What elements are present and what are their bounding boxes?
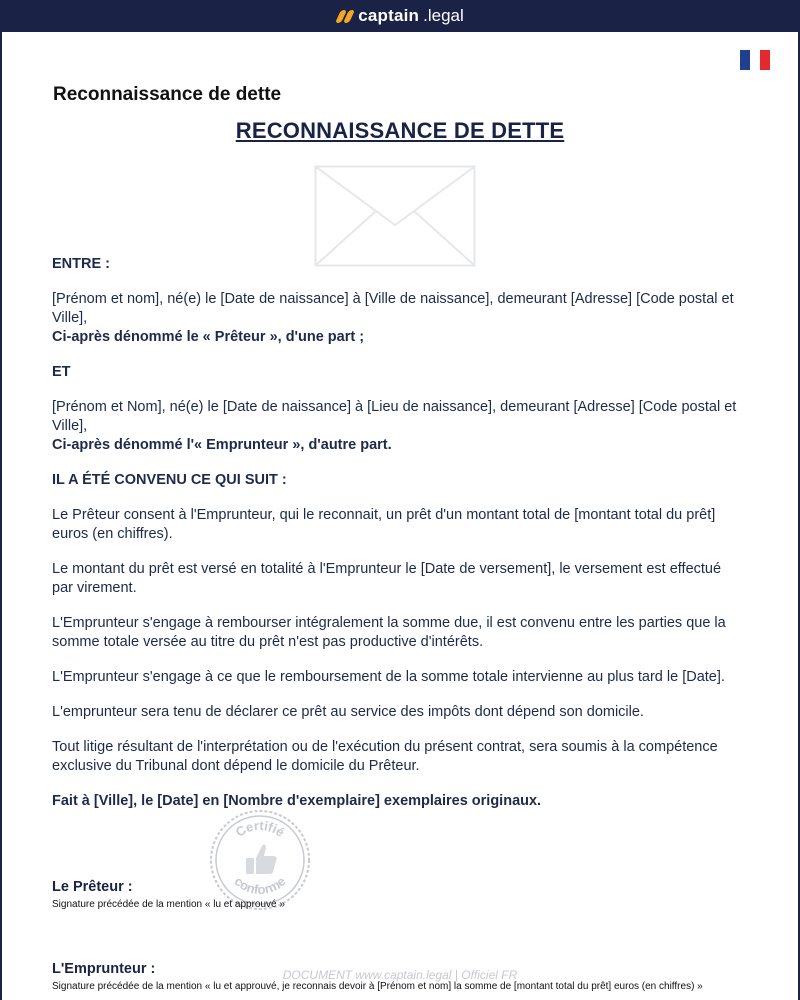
lender-signature-block <box>52 879 752 911</box>
thumbs-up-icon <box>246 844 277 874</box>
brand-logo[interactable] <box>336 6 464 26</box>
document-body <box>52 255 742 827</box>
clause-loan-amount: Le Prêteur consent à l'Emprunteur, qui le reconnait, un prêt d'un montant total de [montant total du prêt] euros (en chiffres). <box>52 507 716 542</box>
brand-name: captain <box>358 6 420 25</box>
between-label: ENTRE : <box>52 256 110 272</box>
borrower-identity: [Prénom et Nom], né(e) le [Date de naissance] à [Lieu de naissance], demeurant [Adresse] [Code postal et Ville], <box>52 399 737 434</box>
document-title: RECONNAISSANCE DE DETTE <box>235 118 565 143</box>
clause-repayment: L'Emprunteur s'engage à rembourser intégralement la somme due, il est convenu entre les parties que la somme totale versée au titre du prêt n'est pas productive d'intérêts. <box>52 615 726 650</box>
lender-designation: Ci-après dénommé le « Prêteur », d'une part ; <box>52 329 365 345</box>
clause-jurisdiction: Tout litige résultant de l'interprétation ou de l'exécution du présent contrat, sera soumis à la compétence exclusive du Tribunal dont dépend le domicile du Prêteur. <box>52 739 718 774</box>
france-flag-icon[interactable] <box>740 50 770 70</box>
brand-tld: .legal <box>423 6 464 25</box>
clause-deadline: L'Emprunteur s'engage à ce que le remboursement de la somme totale intervienne au plus tard le [Date]. <box>52 669 725 685</box>
top-bar <box>0 0 800 32</box>
and-label: ET <box>52 364 71 380</box>
made-at-line: Fait à [Ville], le [Date] en [Nombre d'exemplaire] exemplaires originaux. <box>52 793 542 809</box>
agreement-heading: IL A ÉTÉ CONVENU CE QUI SUIT : <box>52 472 287 488</box>
lender-signature-note: Signature précédée de la mention « lu et approuvé » <box>52 899 285 910</box>
borrower-signature-label: L'Emprunteur : <box>52 961 156 977</box>
envelope-icon <box>314 165 476 267</box>
lender-signature-label: Le Prêteur : <box>52 879 133 895</box>
stamp-text-bottom: conforme <box>231 873 289 898</box>
lender-identity: [Prénom et nom], né(e) le [Date de naissance] à [Ville de naissance], demeurant [Adresse] [Code postal et Ville], <box>52 291 734 326</box>
borrower-designation: Ci-après dénommé l'« Emprunteur », d'autre part. <box>52 437 392 453</box>
document-watermark: DOCUMENT www.captain.legal | Officiel FR <box>282 968 518 982</box>
clause-payment: Le montant du prêt est versé en totalité à l'Emprunteur le [Date de versement], le versement est effectué par virement. <box>52 561 722 596</box>
stamp-text-top: Certifié <box>232 817 288 840</box>
borrower-signature-note: Signature précédée de la mention « lu et approuvé, je reconnais devoir à [Prénom et nom] la somme de [montant total du prêt] euros (en chiffres) » <box>52 981 703 992</box>
captain-logo-icon <box>336 9 354 23</box>
clause-tax: L'emprunteur sera tenu de déclarer ce prêt au service des impôts dont dépend son domicile. <box>52 704 644 720</box>
document-heading: Reconnaissance de dette <box>53 84 282 105</box>
